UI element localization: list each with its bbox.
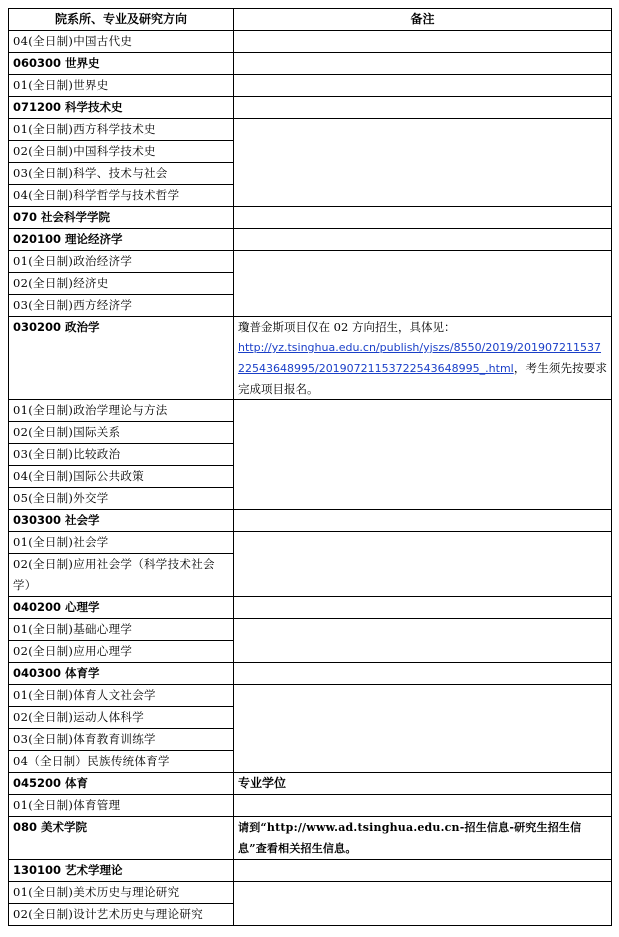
- direction-cell: 05(全日制)外交学: [9, 488, 234, 510]
- major-cell: 020100 理论经济学: [9, 229, 234, 251]
- remarks-cell: [234, 685, 612, 773]
- table-row: [9, 597, 612, 619]
- direction-cell: 01(全日制)政治经济学: [9, 251, 234, 273]
- direction-cell: 01(全日制)基础心理学: [9, 619, 234, 641]
- remarks-cell: [234, 860, 612, 882]
- remarks-cell: [234, 75, 612, 97]
- hopkins-link[interactable]: http://yz.tsinghua.edu.cn/publish/yjszs/8550/2019/20190721153722543648995/20190721153722543648995_.html: [238, 341, 602, 375]
- table-row: [9, 773, 612, 795]
- remarks-cell: [234, 795, 612, 817]
- table-row: [9, 229, 612, 251]
- direction-cell: 01(全日制)西方科学技术史: [9, 119, 234, 141]
- major-cell: 130100 艺术学理论: [9, 860, 234, 882]
- direction-cell: 03(全日制)体育教育训练学: [9, 729, 234, 751]
- department-cell: 080 美术学院: [9, 817, 234, 860]
- remarks-cell: [234, 510, 612, 532]
- remarks-cell: [234, 207, 612, 229]
- table-row: [9, 207, 612, 229]
- remarks-cell: [234, 251, 612, 317]
- table-row: [9, 619, 612, 641]
- header-program: 院系所、专业及研究方向: [9, 9, 234, 31]
- direction-cell: 02(全日制)中国科学技术史: [9, 141, 234, 163]
- remarks-cell: [234, 31, 612, 53]
- remarks-cell: [234, 619, 612, 663]
- table-row: [9, 119, 612, 141]
- major-cell: 071200 科学技术史: [9, 97, 234, 119]
- major-cell: 030200 政治学: [9, 317, 234, 400]
- direction-cell: 02(全日制)应用心理学: [9, 641, 234, 663]
- direction-cell: 01(全日制)政治学理论与方法: [9, 400, 234, 422]
- direction-cell: 02(全日制)设计艺术历史与理论研究: [9, 904, 234, 926]
- table-row: [9, 532, 612, 554]
- remarks-cell: [234, 400, 612, 510]
- header-remarks: 备注: [234, 9, 612, 31]
- direction-cell: 04(全日制)科学哲学与技术哲学: [9, 185, 234, 207]
- direction-cell: 01(全日制)世界史: [9, 75, 234, 97]
- table-row: [9, 53, 612, 75]
- table-row: [9, 860, 612, 882]
- admissions-table: [8, 8, 612, 926]
- remarks-cell: [234, 97, 612, 119]
- major-cell: 060300 世界史: [9, 53, 234, 75]
- table-row: [9, 251, 612, 273]
- direction-cell: 04(全日制)国际公共政策: [9, 466, 234, 488]
- remarks-cell: [234, 597, 612, 619]
- major-cell: 030300 社会学: [9, 510, 234, 532]
- remarks-cell: [234, 882, 612, 926]
- note-text: ，考生须先按要求完成项目报名。: [238, 361, 607, 396]
- remarks-cell: [234, 229, 612, 251]
- direction-cell: 04（全日制）民族传统体育学: [9, 751, 234, 773]
- remarks-cell: [234, 317, 612, 400]
- direction-cell: 01(全日制)社会学: [9, 532, 234, 554]
- direction-cell: 02(全日制)应用社会学（科学技术社会学）: [9, 554, 234, 597]
- table-row: [9, 882, 612, 904]
- table-row: [9, 663, 612, 685]
- direction-cell: 04(全日制)中国古代史: [9, 31, 234, 53]
- direction-cell: 02(全日制)国际关系: [9, 422, 234, 444]
- department-cell: 070 社会科学学院: [9, 207, 234, 229]
- table-row: [9, 97, 612, 119]
- remarks-cell: 专业学位: [234, 773, 612, 795]
- direction-cell: 02(全日制)运动人体科学: [9, 707, 234, 729]
- table-row: [9, 817, 612, 860]
- table-row: [9, 685, 612, 707]
- hopkins-note: [238, 317, 607, 399]
- remarks-cell: [234, 532, 612, 597]
- direction-cell: 03(全日制)比较政治: [9, 444, 234, 466]
- remarks-cell: [234, 53, 612, 75]
- remarks-cell: [234, 663, 612, 685]
- direction-cell: 02(全日制)经济史: [9, 273, 234, 295]
- major-cell: 045200 体育: [9, 773, 234, 795]
- table-row: [9, 400, 612, 422]
- direction-cell: 03(全日制)西方经济学: [9, 295, 234, 317]
- table-row: [9, 75, 612, 97]
- remarks-cell: 请到“http://www.ad.tsinghua.edu.cn-招生信息-研究生招生信息”查看相关招生信息。: [234, 817, 612, 860]
- major-cell: 040300 体育学: [9, 663, 234, 685]
- table-row: [9, 510, 612, 532]
- table-row: [9, 31, 612, 53]
- direction-cell: 01(全日制)体育人文社会学: [9, 685, 234, 707]
- note-text: 瓊普金斯项目仅在 02 方向招生，具体见：: [238, 320, 456, 334]
- page: [8, 8, 612, 926]
- direction-cell: 01(全日制)美术历史与理论研究: [9, 882, 234, 904]
- major-cell: 040200 心理学: [9, 597, 234, 619]
- table-header-row: [9, 9, 612, 31]
- direction-cell: 01(全日制)体育管理: [9, 795, 234, 817]
- table-row: [9, 795, 612, 817]
- table-row: [9, 317, 612, 400]
- remarks-cell: [234, 119, 612, 207]
- direction-cell: 03(全日制)科学、技术与社会: [9, 163, 234, 185]
